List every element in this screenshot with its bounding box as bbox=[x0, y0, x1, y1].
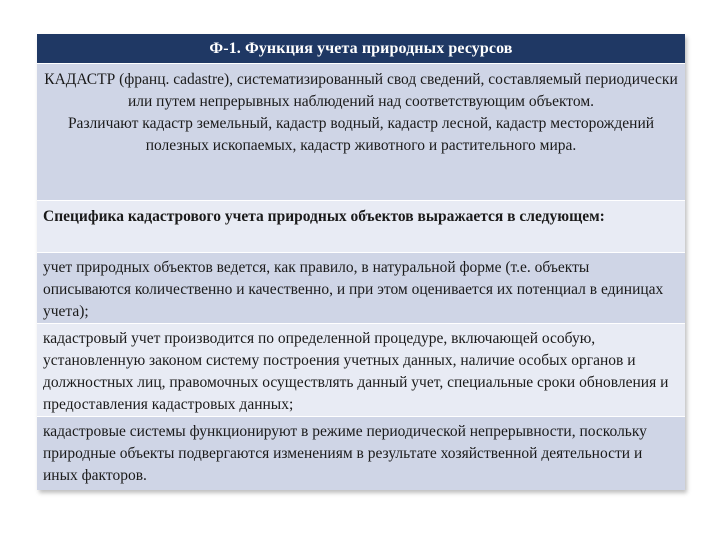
cadastre-types-text: Различают кадастр земельный, кадастр водный, кадастр лесной, кадастр месторождений полезных ископаемых, кадастр животного и растительного мира. bbox=[67, 115, 655, 154]
resource-accounting-table bbox=[37, 34, 685, 490]
table-row: учет природных объектов ведется, как правило, в натуральной форме (т.е. объекты описываются количественно и качественно, и при этом оценивается их потенциал в единицах учета); bbox=[37, 253, 685, 324]
cadastre-definition-cell bbox=[37, 64, 685, 201]
specifics-subheading: Специфика кадастрового учета природных объектов выражается в следующем: bbox=[37, 201, 685, 253]
table-header: Ф-1. Функция учета природных ресурсов bbox=[37, 34, 685, 64]
cadastre-definition-text: КАДАСТР (франц. cadastre), систематизированный свод сведений, составляемый периодически или путем непрерывных наблюдений над соответствующим объектом. bbox=[44, 71, 678, 110]
table-row: кадастровые системы функционируют в режиме периодической непрерывности, поскольку природные объекты подвергаются изменениям в результате хозяйственной деятельности и иных факторов. bbox=[37, 417, 685, 490]
table-row: кадастровый учет производится по определенной процедуре, включающей особую, установленную законом систему построения учетных данных, наличие особых органов и должностных лиц, правомочных осуществлять данный учет, специальные сроки обновления и предоставления кадастровых данных; bbox=[37, 324, 685, 417]
